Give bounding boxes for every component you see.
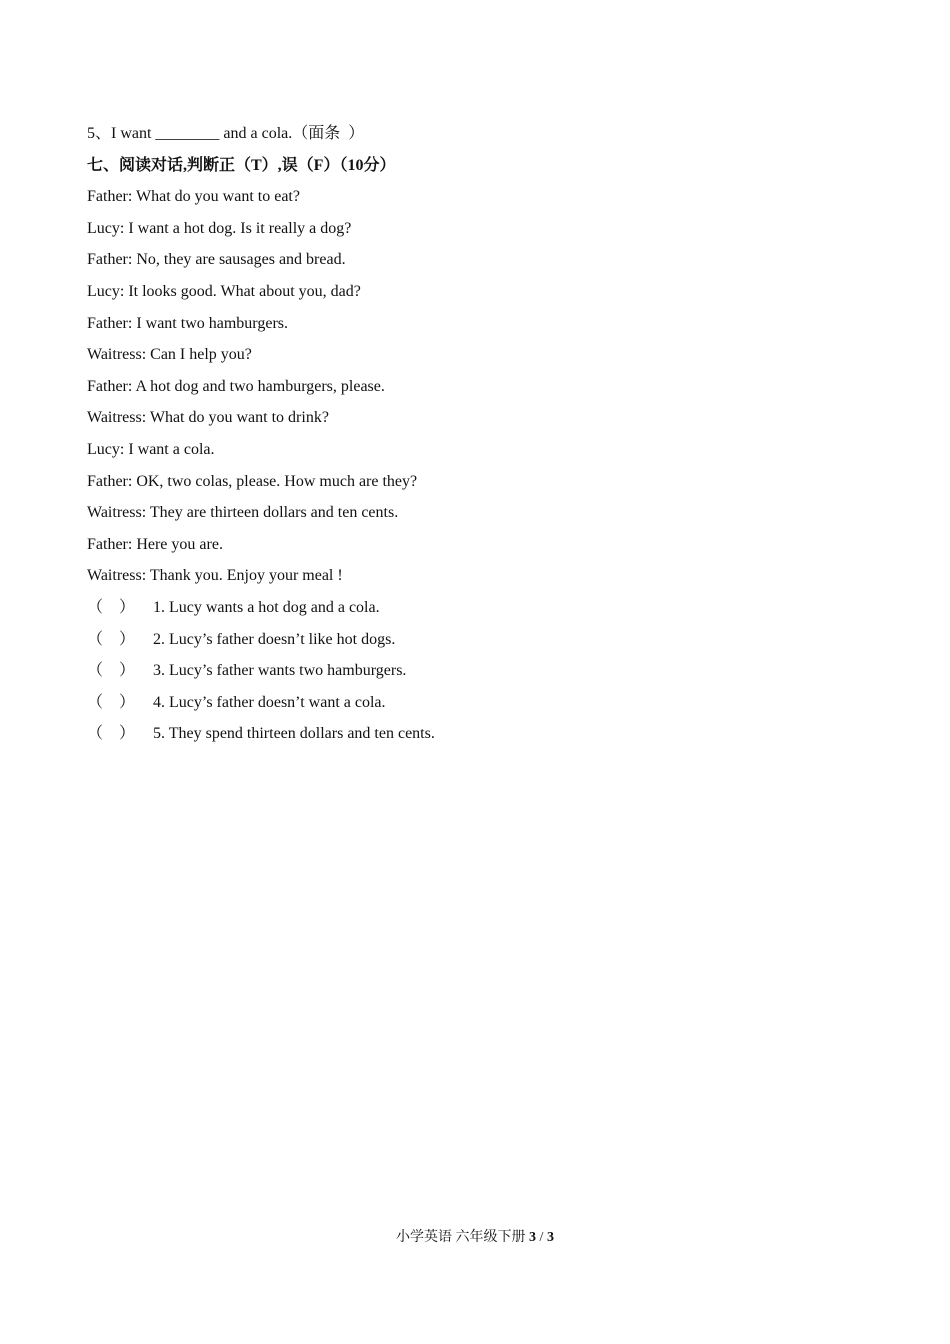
true-false-list (87, 592, 867, 750)
dialogue-line: Lucy: I want a cola. (87, 440, 215, 458)
dialogue-line: Waitress: They are thirteen dollars and ten cents. (87, 504, 399, 522)
tf-item (87, 592, 867, 624)
footer-separator: / (539, 1230, 544, 1245)
dialogue-line: Waitress: What do you want to drink? (87, 409, 329, 427)
question-5: 5、I want ________ and a cola.（面条 ） (87, 125, 365, 142)
dialogue (87, 181, 867, 592)
tf-item (87, 687, 867, 719)
dialogue-line: Lucy: I want a hot dog. Is it really a dog? (87, 219, 352, 237)
dialogue-line: Father: I want two hamburgers. (87, 314, 288, 332)
footer-page-current: 3 (529, 1230, 537, 1245)
tf-item (87, 655, 867, 687)
page-footer (0, 1228, 950, 1248)
tf-item-text: 5. They spend thirteen dollars and ten cents. (153, 725, 435, 743)
answer-blank: （ ） (87, 662, 136, 680)
footer-page-total: 3 (546, 1230, 554, 1245)
section-heading: 七、阅读对话,判断正（T）,误（F）（10分） (87, 156, 396, 174)
tf-item (87, 718, 867, 750)
answer-blank: （ ） (87, 630, 136, 648)
tf-item-text: 1. Lucy wants a hot dog and a cola. (153, 598, 380, 616)
tf-item-text: 4. Lucy’s father doesn’t want a cola. (153, 693, 386, 711)
dialogue-line: Waitress: Can I help you? (87, 346, 252, 364)
tf-item-text: 3. Lucy’s father wants two hamburgers. (153, 662, 407, 680)
dialogue-line: Father: A hot dog and two hamburgers, please. (87, 377, 385, 395)
dialogue-line: Father: OK, two colas, please. How much are they? (87, 472, 418, 490)
tf-item-text: 2. Lucy’s father doesn’t like hot dogs. (153, 630, 396, 648)
dialogue-line: Father: No, they are sausages and bread. (87, 251, 346, 269)
answer-blank: （ ） (87, 725, 136, 743)
dialogue-line: Lucy: It looks good. What about you, dad? (87, 282, 361, 300)
dialogue-line: Father: Here you are. (87, 535, 223, 553)
dialogue-line: Father: What do you want to eat? (87, 188, 300, 206)
dialogue-line: Waitress: Thank you. Enjoy your meal ! (87, 567, 343, 585)
document-content (87, 118, 867, 750)
footer-subject: 小学英语 六年级下册 (396, 1230, 526, 1245)
tf-item (87, 624, 867, 656)
answer-blank: （ ） (87, 693, 136, 711)
answer-blank: （ ） (87, 598, 136, 616)
